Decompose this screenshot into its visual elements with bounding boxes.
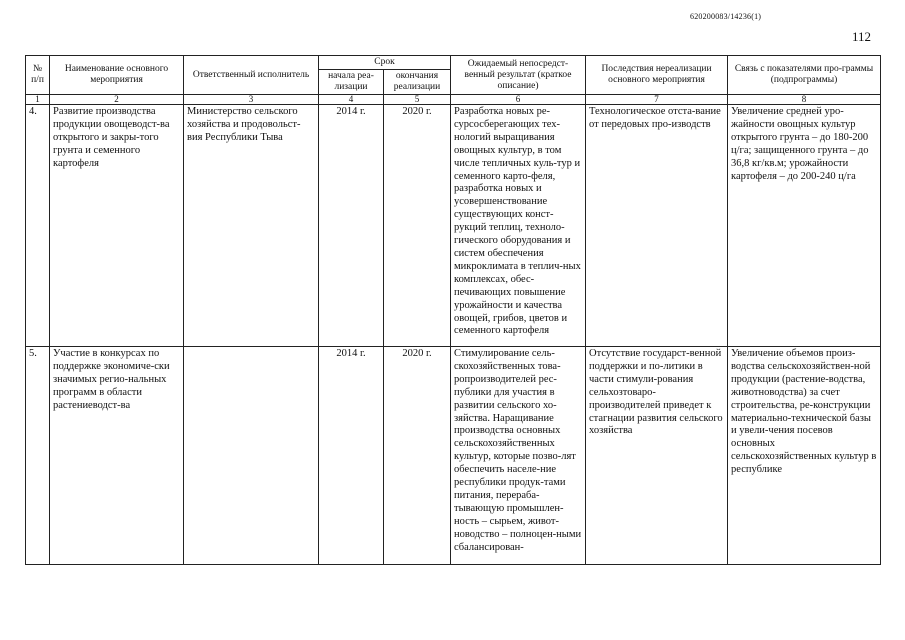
column-number: 2 [50,95,184,105]
row-name: Развитие производства продукции овощеводст-ва открытого и закры-того грунта и семенного картофеля [50,105,184,347]
header-term-start: начала реа-лизации [319,70,384,95]
header-expected: Ожидаемый непосредст-венный результат (краткое описание) [451,56,586,95]
row-link: Увеличение средней уро-жайности овощных культур открытого грунта – до 180-200 ц/га; защищенного грунта – до 36,8 кг/кв.м; урожайности картофеля – до 200-240 ц/га [728,105,881,347]
row-start: 2014 г. [319,347,384,565]
row-num: 5. [26,347,50,565]
column-numbers-row [26,95,881,105]
column-number: 7 [586,95,728,105]
row-link: Увеличение объемов произ-водства сельскохозяйствен-ной продукции (растение-водства, животноводства) за счет строительства, ре-конструкции материально-технической базы и увели-чения посевов основных сельскохозяйственных культур в республике [728,347,881,565]
row-consequences: Отсутствие государст-венной поддержки и по-литики в части стимули-рования сельхозтоваро-производителей приведет к стагнации развития сельского хозяйства [586,347,728,565]
row-end: 2020 г. [384,105,451,347]
header-responsible: Ответственный исполнитель [184,56,319,95]
column-number: 1 [26,95,50,105]
table-row [26,105,881,347]
table-row [26,347,881,565]
column-number: 8 [728,95,881,105]
page-number: 112 [852,29,872,44]
header-name: Наименование основного мероприятия [50,56,184,95]
row-end: 2020 г. [384,347,451,565]
column-number: 4 [319,95,384,105]
column-number: 5 [384,95,451,105]
row-responsible [184,347,319,565]
row-expected: Разработка новых ре-сурсосберегающих тех-нологий выращивания овощных культур, в том числе тепличных куль-тур и семенного карто-феля, разработка новых и усовершенствование существующих конст-рукций теплиц, техноло-гического оборудования и систем обеспечения микроклимата в теплич-ных комплексах, обес-печивающих повышение урожайности и качества овощей, грибов, цветов и семенного картофеля [451,105,586,347]
row-start: 2014 г. [319,105,384,347]
header-num: № п/п [26,56,50,95]
column-number: 3 [184,95,319,105]
row-responsible: Министерство сельского хозяйства и продовольст-вия Республики Тыва [184,105,319,347]
row-num: 4. [26,105,50,347]
row-expected: Стимулирование сель-скохозяйственных това-ропроизводителей рес-публики для участия в развитии сельского хо-зяйства. Наращивание производства основных сельскохозяйственных культур, которые позво-лят обеспечить населе-ние республики продук-тами питания, перераба-тывающую промышлен-ность – сырьем, живот-новодство – полноцен-ными сбалансирован- [451,347,586,565]
document-id: 620200083/14236(1) [690,12,762,21]
header-term: Срок [319,56,451,70]
measures-table [25,55,881,565]
column-number: 6 [451,95,586,105]
row-consequences: Технологическое отста-вание от передовых про-изводств [586,105,728,347]
header-link: Связь с показателями про-граммы (подпрограммы) [728,56,881,95]
header-consequences: Последствия нереализации основного мероприятия [586,56,728,95]
header-term-end: окончания реализации [384,70,451,95]
row-name: Участие в конкурсах по поддержке экономиче-ски значимых регио-нальных программ в области растениеводст-ва [50,347,184,565]
